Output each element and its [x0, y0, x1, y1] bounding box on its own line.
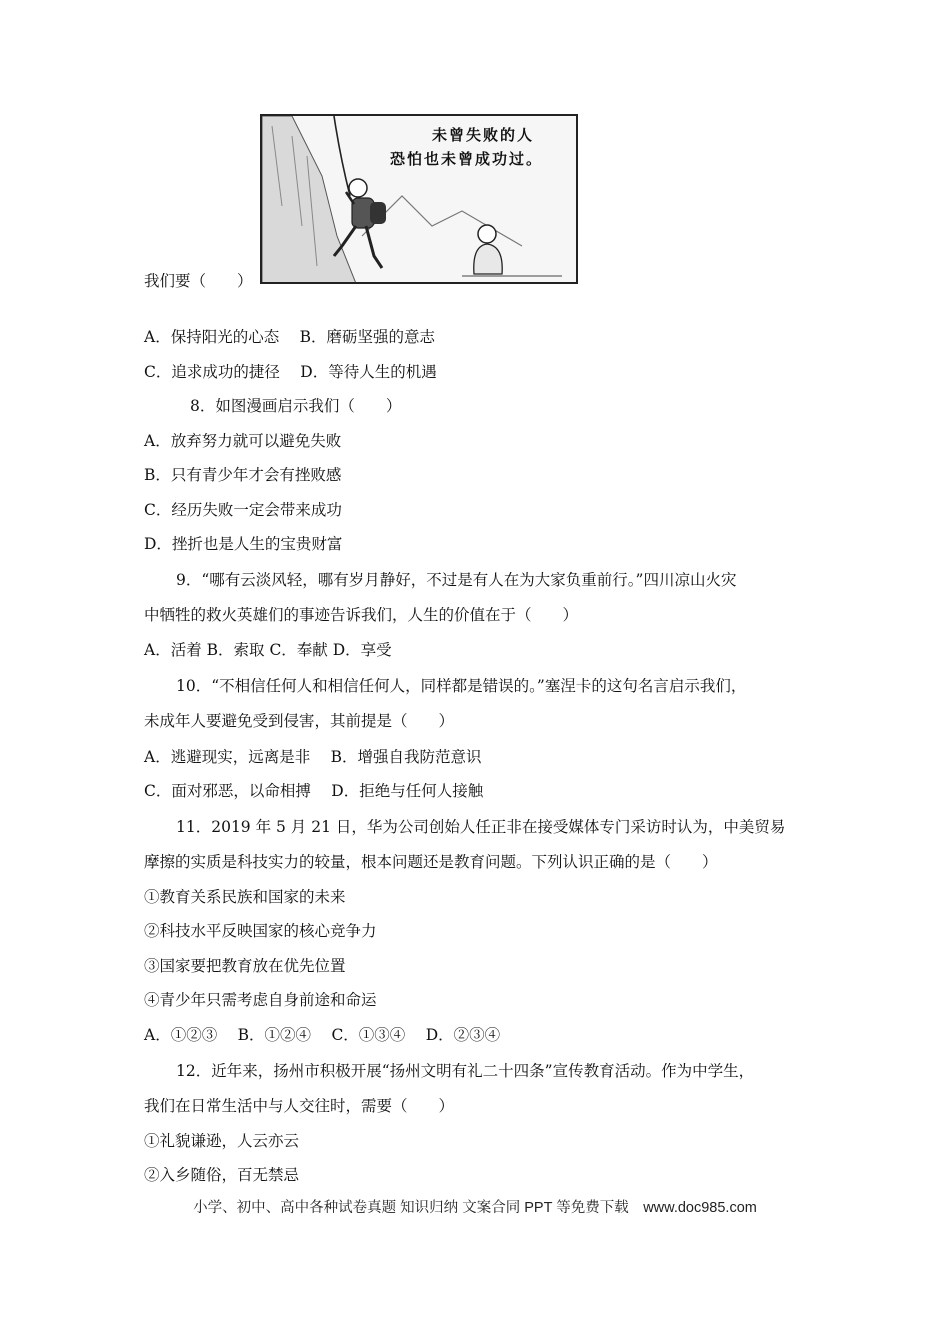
- q8-stem: 8．如图漫画启示我们（ ）: [190, 397, 402, 415]
- q8-option-d: D．挫折也是人生的宝贵财富: [144, 535, 343, 553]
- cartoon-image: [260, 114, 578, 284]
- q7-options-ab: A．保持阳光的心态 B．磨砺坚强的意志: [144, 328, 436, 346]
- q12-stem-line2: 我们在日常生活中与人交往时，需要（ ）: [144, 1097, 455, 1115]
- q10-options-cd: C．面对邪恶，以命相搏 D．拒绝与任何人接触: [144, 782, 484, 800]
- q10-options-ab: A．逃避现实，远离是非 B．增强自我防范意识: [144, 748, 482, 766]
- q7-options-cd: C．追求成功的捷径 D．等待人生的机遇: [144, 363, 437, 381]
- q8-option-b: B．只有青少年才会有挫败感: [144, 466, 342, 484]
- q11-item-3: ③国家要把教育放在优先位置: [144, 957, 346, 975]
- q9-stem-line2: 中牺牲的救火英雄们的事迹告诉我们，人生的价值在于（ ）: [144, 606, 579, 624]
- q11-item-1: ①教育关系民族和国家的未来: [144, 888, 346, 906]
- q12-stem-line1: 12．近年来，扬州市积极开展“扬州文明有礼二十四条”宣传教育活动。作为中学生，: [176, 1062, 755, 1080]
- q8-option-c: C．经历失败一定会带来成功: [144, 501, 342, 519]
- q9-options: A．活着 B．索取 C．奉献 D．享受: [144, 641, 392, 659]
- q11-item-2: ②科技水平反映国家的核心竞争力: [144, 922, 377, 940]
- q11-options: A．①②③ B．①②④ C．①③④ D．②③④: [144, 1026, 501, 1044]
- footer-download-note: 小学、初中、高中各种试卷真题 知识归纳 文案合同 PPT 等免费下载 www.doc985.com: [193, 1200, 757, 1216]
- q10-stem-line1: 10．“不相信任何人和相信任何人，同样都是错误的。”塞涅卡的这句名言启示我们，: [176, 677, 747, 695]
- cartoon-caption-line1: 未曾失败的人: [432, 126, 535, 144]
- q8-option-a: A．放弃努力就可以避免失败: [144, 432, 342, 450]
- q11-item-4: ④青少年只需考虑自身前途和命运: [144, 991, 377, 1009]
- q9-stem-line1: 9．“哪有云淡风轻，哪有岁月静好，不过是有人在为大家负重前行。”四川凉山火灾: [176, 571, 737, 589]
- q10-stem-line2: 未成年人要避免受到侵害，其前提是（ ）: [144, 712, 455, 730]
- q11-stem-line2: 摩擦的实质是科技实力的较量，根本问题还是教育问题。下列认识正确的是（ ）: [144, 853, 718, 871]
- q12-item-1: ①礼貌谦逊，人云亦云: [144, 1132, 300, 1150]
- q7-stem: 我们要（ ）: [144, 272, 253, 290]
- q12-item-2: ②入乡随俗，百无禁忌: [144, 1166, 300, 1184]
- cartoon-caption-line2: 恐怕也未曾成功过。: [390, 150, 544, 168]
- q11-stem-line1: 11．2019 年 5 月 21 日，华为公司创始人任正非在接受媒体专门采访时认为，中美贸易: [176, 818, 786, 836]
